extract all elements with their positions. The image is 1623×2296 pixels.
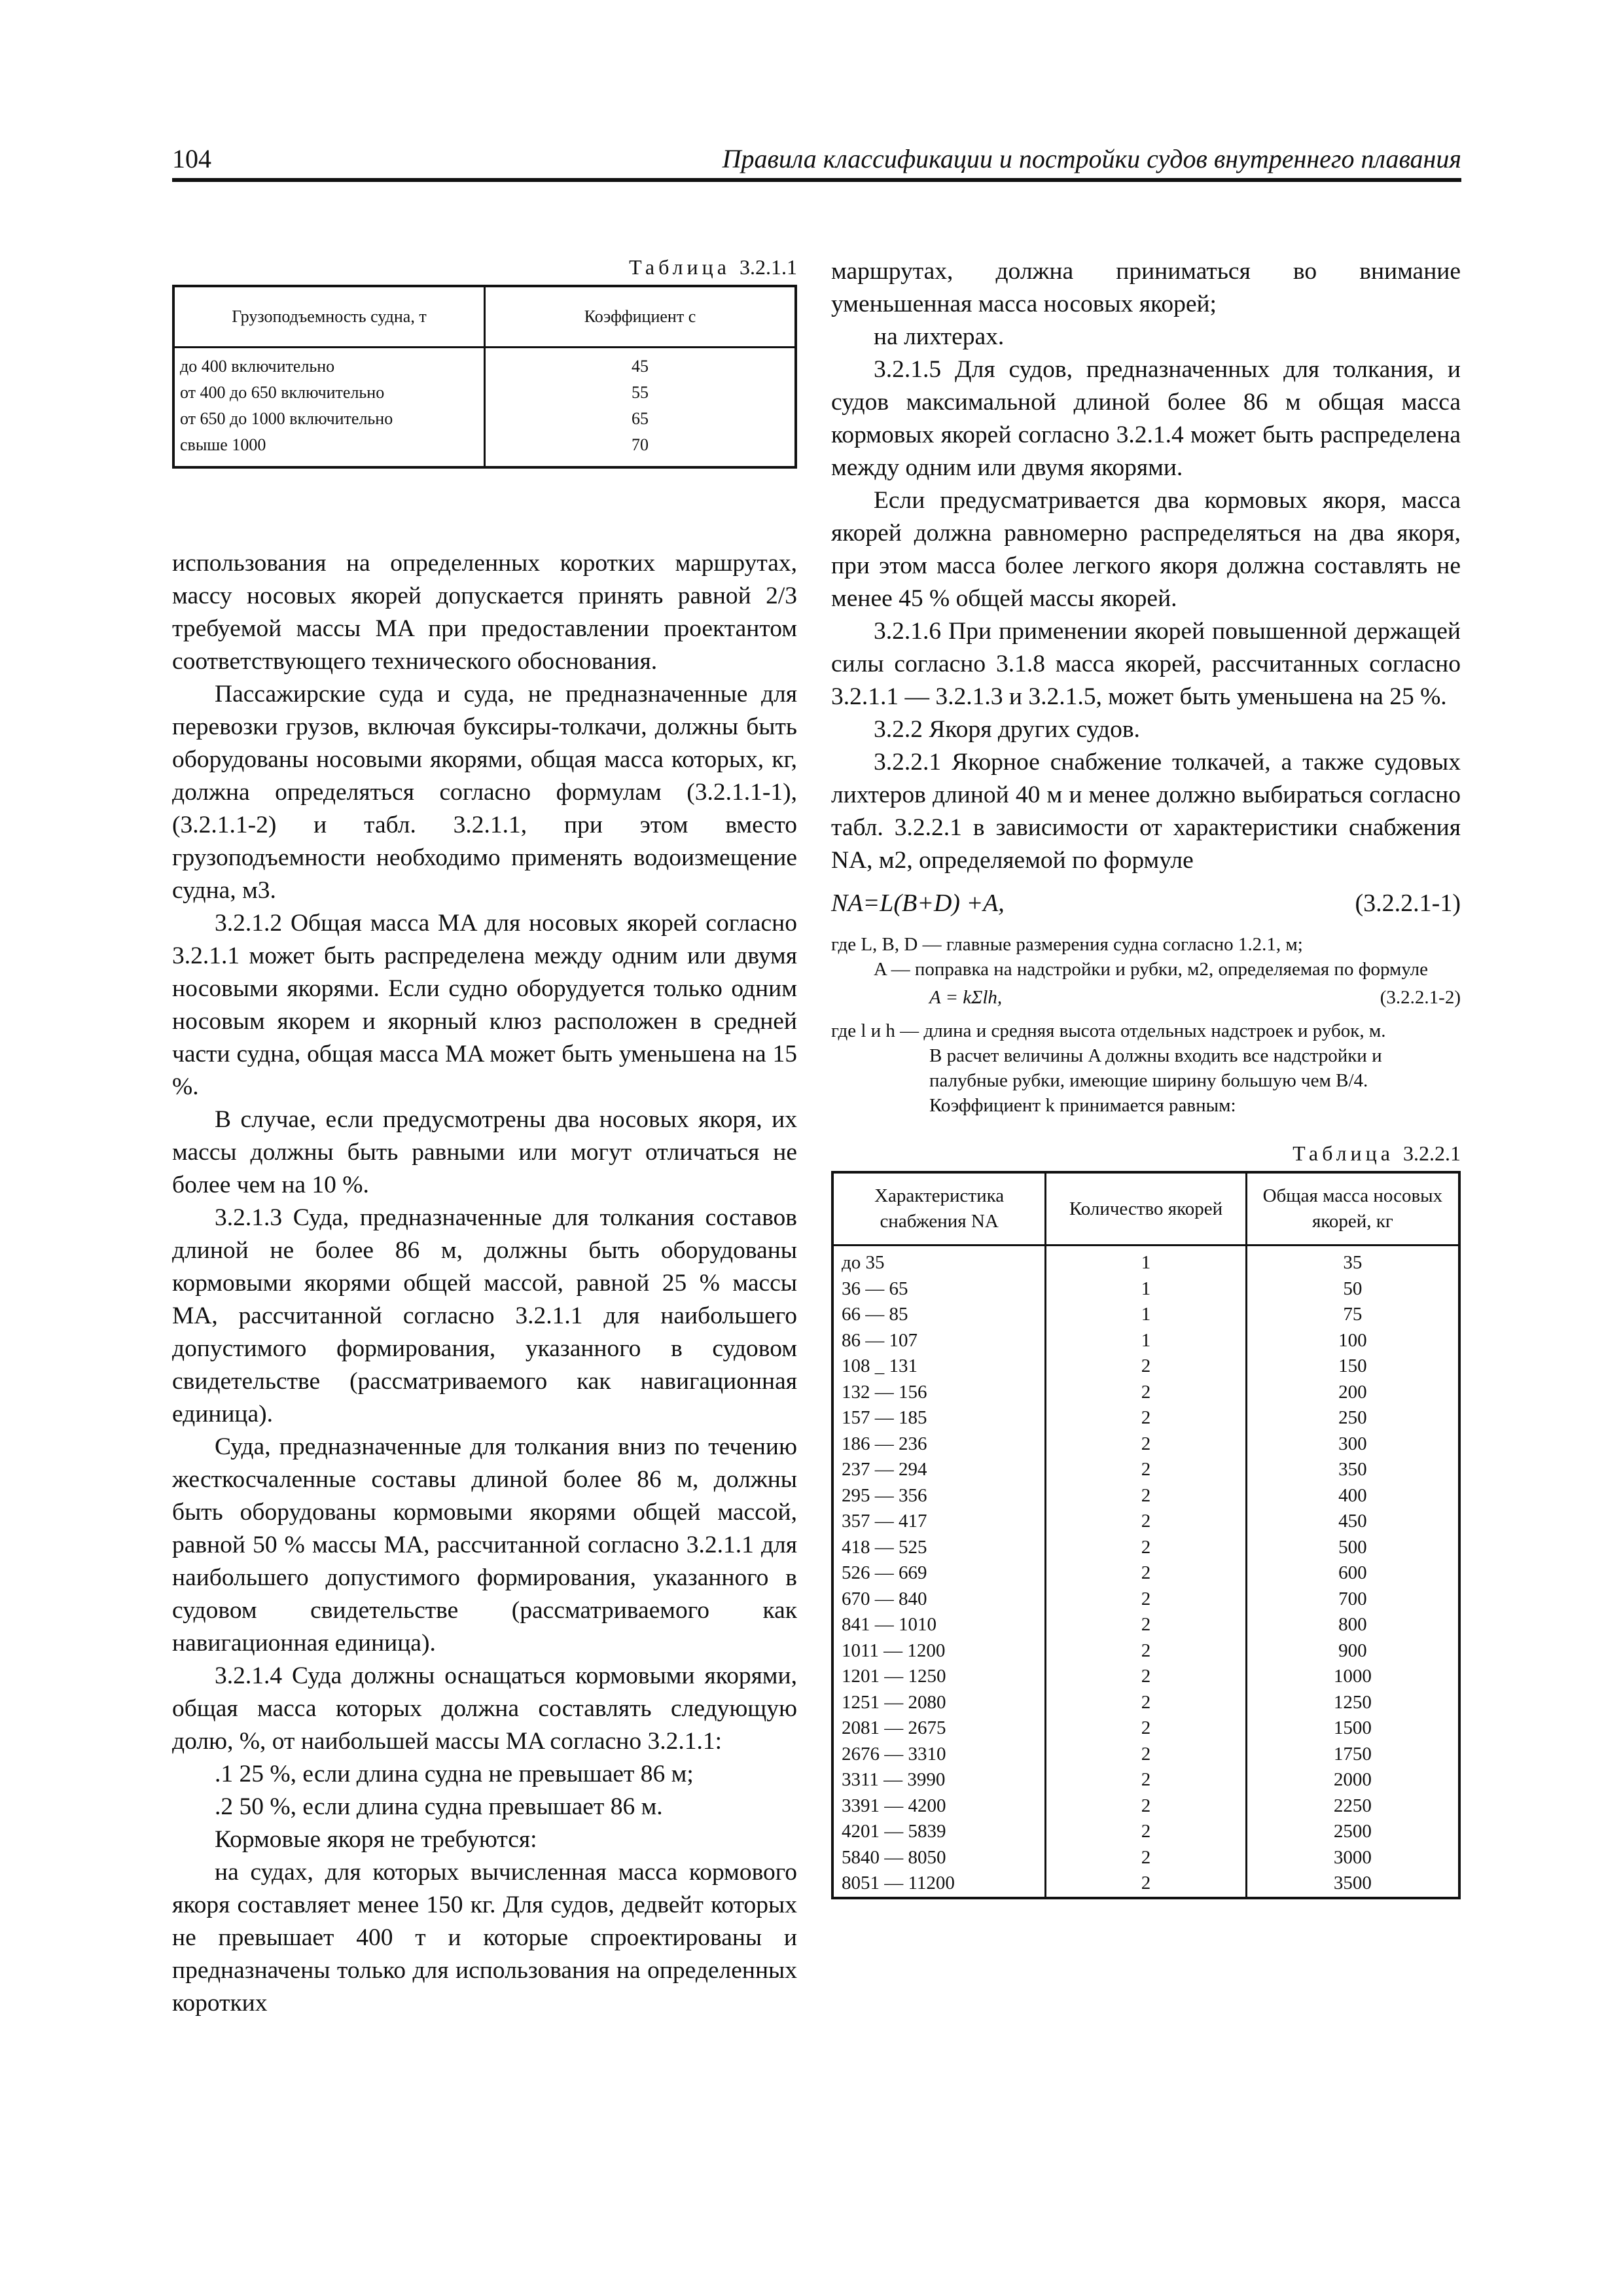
table-cell: 4201 — 5839 [832, 1819, 1046, 1845]
table-row [832, 1431, 1459, 1458]
where-note: где l и h — длина и средняя высота отдельных надстроек и рубок, м. [831, 1020, 1386, 1041]
paragraph-3-2-1-2: 3.2.1.2 Общая масса MA для носовых якорей согласно 3.2.1.1 может быть распределена между одним или двумя носовыми якорями. Если судно оборудуется только одним носовым якорем и якорный клюз расположен в средней части судна, общая масса MA может быть уменьшена на 15 %. [172, 910, 797, 1100]
table-cell: 70 [485, 432, 796, 467]
table-row [832, 1587, 1459, 1613]
table-cell: 2 [1046, 1845, 1247, 1871]
caption-number: 3.2.2.1 [1403, 1141, 1461, 1165]
paragraph: Кормовые якоря не требуются: [215, 1826, 537, 1853]
table-cell: 5840 — 8050 [832, 1845, 1046, 1871]
table-3-2-2-1-body [832, 1246, 1459, 1898]
table-row [832, 1767, 1459, 1793]
table-row [832, 1405, 1459, 1431]
table-3-2-2-1-caption [831, 1141, 1461, 1166]
table-cell: 500 [1246, 1535, 1459, 1561]
table-row [173, 432, 796, 467]
table-cell: 86 — 107 [832, 1328, 1046, 1354]
table-cell: 295 — 356 [832, 1483, 1046, 1509]
table-row [832, 1276, 1459, 1302]
table-cell: 900 [1246, 1638, 1459, 1664]
table-cell: 450 [1246, 1509, 1459, 1535]
table-cell: 2 [1046, 1509, 1247, 1535]
table-row [832, 1742, 1459, 1768]
table-row [832, 1690, 1459, 1716]
table-cell: 2 [1046, 1819, 1247, 1845]
table-cell: 66 — 85 [832, 1302, 1046, 1328]
column-header-total-mass: Общая масса носовых якорей, кг [1246, 1172, 1459, 1246]
table-cell: 600 [1246, 1560, 1459, 1587]
table-cell: 1250 [1246, 1690, 1459, 1716]
table-cell: 2 [1046, 1431, 1247, 1458]
table-row [832, 1560, 1459, 1587]
table-cell: 1750 [1246, 1742, 1459, 1768]
paragraph: Суда, предназначенные для толкания вниз по течению жесткосчаленные составы длиной более 86 м, должны быть оборудованы кормовыми якорями общей массой, равной 50 % массы MA, рассчитанной согласно 3.2.1.1 для наибольшего допустимого формирования, указанного в судовом свидетельстве (рассматриваемого как навигационная единица). [172, 1433, 797, 1657]
caption-number: 3.2.1.1 [740, 255, 797, 279]
table-cell: 670 — 840 [832, 1587, 1046, 1613]
table-cell: от 650 до 1000 включительно [173, 406, 485, 432]
table-row [832, 1302, 1459, 1328]
table-cell: 108 _ 131 [832, 1354, 1046, 1380]
table-cell: 50 [1246, 1276, 1459, 1302]
paragraph: использования на определенных коротких маршрутах, массу носовых якорей допускается принять равной 2/3 требуемой массы MA при предоставлении проектантом соответствующего технического обоснования. [172, 550, 797, 675]
table-row [832, 1638, 1459, 1664]
paragraph-3-2-1-4: 3.2.1.4 Суда должны оснащаться кормовыми якорями, общая масса которых должна составлять следующую долю, %, от наибольшей массы MA согласно 3.2.1.1: [172, 1662, 797, 1755]
table-row [832, 1612, 1459, 1638]
where-note: A — поправка на надстройки и рубки, м2, определяемая по формуле [874, 959, 1428, 980]
table-cell: до 35 [832, 1246, 1046, 1276]
table-row [832, 1509, 1459, 1535]
table-cell: 3000 [1246, 1845, 1459, 1871]
table-cell: 2 [1046, 1664, 1247, 1690]
table-cell: 3391 — 4200 [832, 1793, 1046, 1820]
formula-number: (3.2.2.1-2) [1380, 987, 1461, 1008]
table-cell: 1 [1046, 1328, 1247, 1354]
table-cell: 2500 [1246, 1819, 1459, 1845]
paragraph-3-2-1-5: 3.2.1.5 Для судов, предназначенных для толкания, и судов максимальной длиной более 86 м общая масса кормовых якорей согласно 3.2.1.4 может быть распределена между одним или двумя якорями. [831, 356, 1461, 481]
table-cell: 35 [1246, 1246, 1459, 1276]
table-cell: 418 — 525 [832, 1535, 1046, 1561]
table-3-2-1-1-caption [172, 255, 797, 279]
table-cell: 8051 — 11200 [832, 1871, 1046, 1898]
table-cell: 250 [1246, 1405, 1459, 1431]
table-cell: 2000 [1246, 1767, 1459, 1793]
table-cell: 100 [1246, 1328, 1459, 1354]
table-cell: 2 [1046, 1715, 1247, 1742]
table-cell: 2 [1046, 1690, 1247, 1716]
table-row [832, 1457, 1459, 1483]
table-row [173, 348, 796, 380]
table-cell: 2 [1046, 1380, 1247, 1406]
table-cell: 400 [1246, 1483, 1459, 1509]
table-cell: 1 [1046, 1246, 1247, 1276]
paragraph: маршрутах, должна приниматься во внимание уменьшенная масса носовых якорей; [831, 258, 1461, 317]
table-cell: 700 [1246, 1587, 1459, 1613]
table-cell: 2 [1046, 1793, 1247, 1820]
table-cell: 2 [1046, 1483, 1247, 1509]
table-cell: 2250 [1246, 1793, 1459, 1820]
table-cell: 2 [1046, 1535, 1247, 1561]
table-3-2-1-1 [172, 285, 797, 469]
table-cell: 2 [1046, 1457, 1247, 1483]
table-cell: 2 [1046, 1612, 1247, 1638]
table-cell: 1251 — 2080 [832, 1690, 1046, 1716]
table-cell: 65 [485, 406, 796, 432]
formula-expression: NA=L(B+D) +A, [831, 889, 1005, 917]
table-cell: 2676 — 3310 [832, 1742, 1046, 1768]
table-row [832, 1715, 1459, 1742]
column-header-capacity: Грузоподъемность судна, т [173, 286, 485, 348]
caption-word: Таблица [1293, 1141, 1394, 1165]
where-note: Коэффициент k принимается равным: [929, 1095, 1236, 1116]
table-cell: 2 [1046, 1638, 1247, 1664]
where-note: где L, B, D — главные размерения судна согласно 1.2.1, м; [831, 934, 1303, 955]
table-cell: 200 [1246, 1380, 1459, 1406]
table-cell: 2 [1046, 1742, 1247, 1768]
table-row [832, 1819, 1459, 1845]
table-row [832, 1354, 1459, 1380]
column-header-anchor-count: Количество якорей [1046, 1172, 1247, 1246]
table-cell: свыше 1000 [173, 432, 485, 467]
paragraph: В случае, если предусмотрены два носовых якоря, их массы должны быть равными или могут отличаться не более чем на 10 %. [172, 1106, 797, 1198]
table-cell: 1 [1046, 1302, 1247, 1328]
list-item: .2 50 %, если длина судна превышает 86 м. [215, 1793, 663, 1820]
table-cell: 357 — 417 [832, 1509, 1046, 1535]
paragraph-3-2-1-6: 3.2.1.6 При применении якорей повышенной держащей силы согласно 3.1.8 масса якорей, рассчитанных согласно 3.2.1.1 — 3.2.1.3 и 3.2.1.5, может быть уменьшена на 25 %. [831, 618, 1461, 710]
table-cell: 157 — 185 [832, 1405, 1046, 1431]
formula-number: (3.2.2.1-1) [1355, 889, 1461, 917]
table-cell: 186 — 236 [832, 1431, 1046, 1458]
table-cell: 45 [485, 348, 796, 380]
table-cell: 350 [1246, 1457, 1459, 1483]
table-cell: 132 — 156 [832, 1380, 1046, 1406]
where-note: В расчет величины A должны входить все надстройки и палубные рубки, имеющие ширину большую чем B/4. [929, 1045, 1382, 1091]
table-cell: 237 — 294 [832, 1457, 1046, 1483]
table-cell: 55 [485, 380, 796, 406]
running-title: Правила классификации и постройки судов внутреннего плавания [722, 144, 1461, 173]
table-cell: 1500 [1246, 1715, 1459, 1742]
table-row [832, 1380, 1459, 1406]
table-cell: 1 [1046, 1276, 1247, 1302]
table-cell: 300 [1246, 1431, 1459, 1458]
table-row [832, 1845, 1459, 1871]
table-row [832, 1793, 1459, 1820]
table-cell: 2081 — 2675 [832, 1715, 1046, 1742]
table-cell: 1201 — 1250 [832, 1664, 1046, 1690]
section-heading-3-2-2: 3.2.2 Якоря других судов. [874, 716, 1140, 743]
table-row [832, 1246, 1459, 1276]
page-number: 104 [172, 144, 211, 173]
table-row [173, 380, 796, 406]
table-3-2-2-1 [831, 1171, 1461, 1899]
table-cell: от 400 до 650 включительно [173, 380, 485, 406]
page-header [172, 145, 1461, 182]
table-row [832, 1328, 1459, 1354]
caption-word: Таблица [629, 255, 730, 279]
table-row [173, 406, 796, 432]
table-row [832, 1664, 1459, 1690]
table-cell: 2 [1046, 1587, 1247, 1613]
table-row [832, 1483, 1459, 1509]
left-column [172, 255, 797, 2020]
paragraph: Пассажирские суда и суда, не предназначенные для перевозки грузов, включая буксиры-толкачи, должны быть оборудованы носовыми якорями, общая масса которых, кг, должна определяться согласно формулам (3.2.1.1-1), (3.2.1.1-2) и табл. 3.2.1.1, при этом вместо грузоподъемности необходимо применять водоизмещение судна, м3. [172, 681, 797, 904]
table-row [832, 1871, 1459, 1898]
table-cell: 2 [1046, 1405, 1247, 1431]
paragraph: Если предусматривается два кормовых якоря, масса якорей должна равномерно распределяться на два якоря, при этом масса более легкого якоря должна составлять не менее 45 % общей массы якорей. [831, 487, 1461, 612]
paragraph: на лихтерах. [874, 323, 1005, 350]
table-row [832, 1535, 1459, 1561]
column-header-characteristic: Характеристика снабжения NA [832, 1172, 1046, 1246]
formula-3-2-2-1-1 [831, 877, 1461, 932]
table-cell: 2 [1046, 1767, 1247, 1793]
table-cell: 1000 [1246, 1664, 1459, 1690]
table-cell: 2 [1046, 1871, 1247, 1898]
list-item: .1 25 %, если длина судна не превышает 86 м; [215, 1761, 694, 1787]
paragraph-3-2-2-1: 3.2.2.1 Якорное снабжение толкачей, а также судовых лихтеров длиной 40 м и менее должно выбираться согласно табл. 3.2.2.1 в зависимости от характеристики снабжения NA, м2, определяемой по формуле [831, 749, 1461, 874]
table-cell: 3311 — 3990 [832, 1767, 1046, 1793]
table-cell: 3500 [1246, 1871, 1459, 1898]
table-cell: 36 — 65 [832, 1276, 1046, 1302]
table-3-2-1-1-body [173, 348, 796, 468]
formula-expression: A = kΣlh, [929, 987, 1003, 1008]
paragraph: на судах, для которых вычисленная масса кормового якоря составляет менее 150 кг. Для судов, дедвейт которых не превышает 400 т и которые спроектированы и предназначены только для использования на определенных коротких [172, 1859, 797, 2017]
table-cell: 800 [1246, 1612, 1459, 1638]
column-header-coefficient: Коэффициент c [485, 286, 796, 348]
table-cell: 150 [1246, 1354, 1459, 1380]
table-cell: 526 — 669 [832, 1560, 1046, 1587]
table-cell: до 400 включительно [173, 348, 485, 380]
paragraph-3-2-1-3: 3.2.1.3 Суда, предназначенные для толкания составов длиной не более 86 м, должны быть оборудованы кормовыми якорями общей массой, равной 25 % массы MA, рассчитанной согласно 3.2.1.1 для наибольшего допустимого формирования, указанного в судовом свидетельстве (рассматриваемого как навигационная единица). [172, 1204, 797, 1427]
table-cell: 841 — 1010 [832, 1612, 1046, 1638]
table-cell: 2 [1046, 1354, 1247, 1380]
table-cell: 1011 — 1200 [832, 1638, 1046, 1664]
formula-3-2-2-1-2 [831, 982, 1461, 1018]
table-cell: 2 [1046, 1560, 1247, 1587]
right-column [831, 255, 1461, 1899]
table-cell: 75 [1246, 1302, 1459, 1328]
